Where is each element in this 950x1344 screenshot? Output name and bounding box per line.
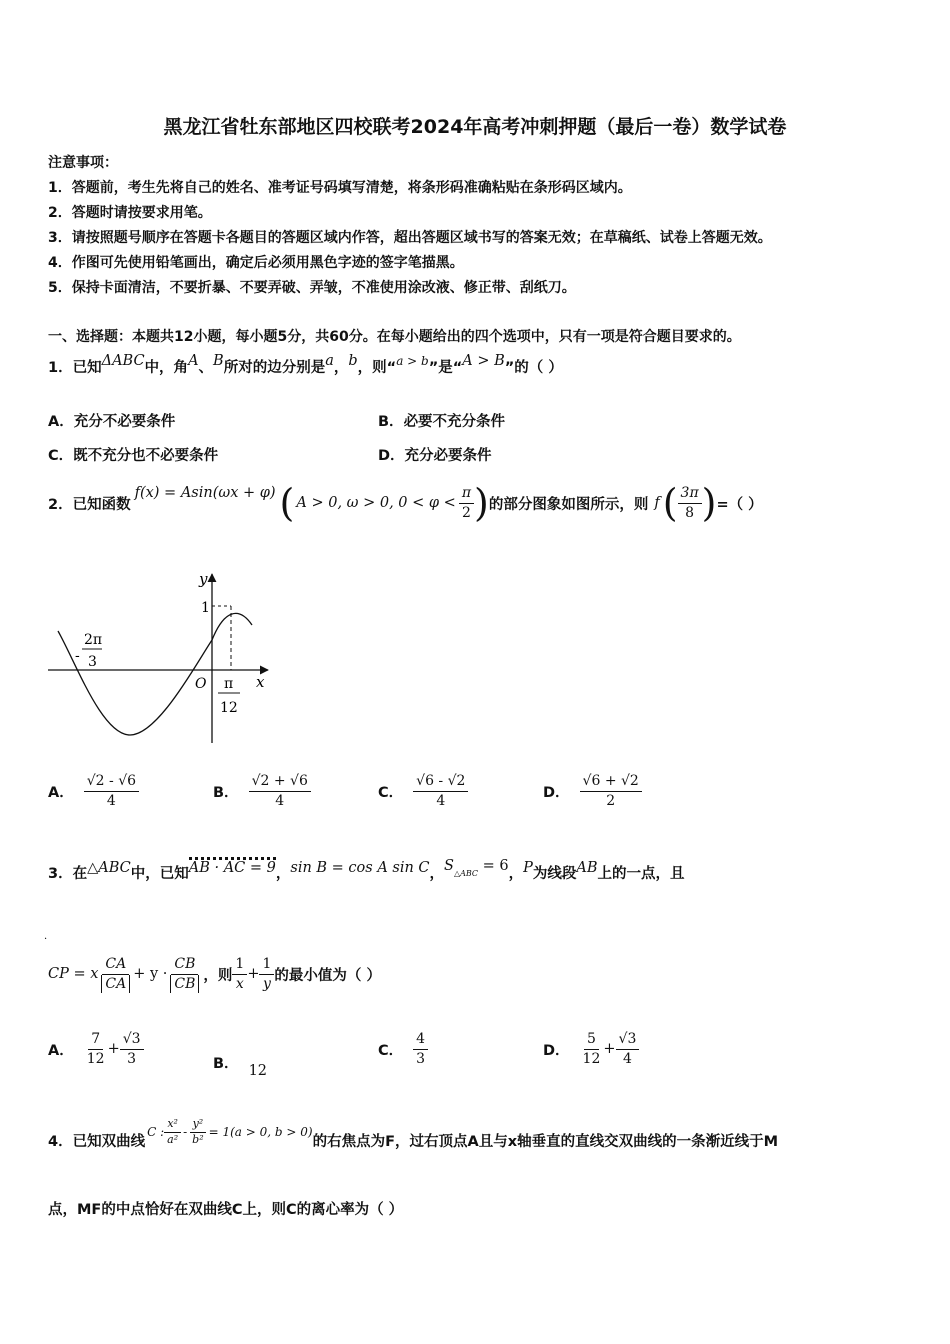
right-tick-num: π [224, 676, 234, 692]
note-item-2: 2．答题时请按要求用笔。 [48, 205, 212, 221]
q1-side-b: b [348, 353, 358, 369]
q3-cp: CP = x [48, 966, 99, 982]
one-tick-label: 1 [201, 600, 210, 616]
origin-label: O [195, 676, 207, 692]
q2-f: f [654, 495, 660, 511]
q3-unit-ca: $\frac{CA}{CA}$ [101, 955, 130, 994]
q1-option-b: B．必要不充分条件 [378, 414, 506, 430]
q1-angle-b: B [213, 353, 224, 369]
q3-text-3: 为线段 [532, 866, 577, 882]
y-label: y [199, 570, 208, 588]
neg-sign: - [75, 648, 80, 664]
q1-text-2: 中，角 [144, 360, 189, 376]
q2-option-a: A． $\frac{√2 - √6}{4}$ [48, 772, 139, 811]
q3-option-c: C． $\frac{4}{3}$ [378, 1030, 428, 1069]
q1-text-6: ”的（ ） [504, 360, 563, 376]
q1-comma: ， [333, 360, 349, 376]
q3-segment-ab: AB [576, 860, 598, 876]
q3-line-2 [48, 944, 381, 1004]
q4-y2-over-b2: $\frac{\text{y²}}{\text{b²}}$ [189, 1117, 206, 1148]
q2-text-2: 的部分图象如图所示，则 [488, 496, 649, 513]
q3-unit-cb: $\frac{CB}{CB}$ [170, 955, 199, 994]
q3-text-5: ，则 [203, 967, 233, 984]
q2-option-b: B． $\frac{√2 + √6}{4}$ [213, 772, 311, 811]
q3-plus: + [247, 966, 260, 982]
question-1 [48, 353, 563, 377]
q3-plus-y: + y · [133, 966, 168, 982]
q1-text-4: ，则“ [357, 360, 397, 376]
section-heading: 一、选择题：本题共12小题，每小题5分，共60分。在每小题给出的四个选项中，只有一项是符合题目要求的。 [48, 329, 741, 345]
q1-option-c: C．既不充分也不必要条件 [48, 448, 219, 464]
q3-text-1: 3．在 [48, 866, 88, 882]
q2-function: f(x) = Asin(ωx + φ) [134, 485, 276, 501]
x-label: x [256, 673, 265, 691]
sine-graph [44, 568, 276, 752]
q3-comma-3: ， [508, 866, 524, 882]
q1-condition-2: A > B [462, 353, 505, 369]
q2-option-d: D． $\frac{√6 + √2}{2}$ [543, 772, 642, 811]
note-item-3: 3．请按照题号顺序在答题卡各题目的答题区域内作答，超出答题区域书写的答案无效；在草稿纸、试卷上答题无效。 [48, 230, 772, 246]
question-4 [48, 1110, 778, 1170]
right-tick-den: 12 [220, 700, 238, 716]
q1-condition-1: a > b [396, 354, 429, 368]
q3-equation: sin B = cos A sin C [290, 860, 430, 876]
q3-comma-1: ， [275, 866, 291, 882]
q4-equation-rest: = 1(a > 0, b > 0) [208, 1125, 313, 1139]
q4-c: C : [147, 1125, 165, 1139]
q3-point-p: P [523, 860, 533, 876]
question-3 [48, 858, 685, 883]
q4-text-1: 4．已知双曲线 [48, 1133, 146, 1150]
q4-minus: - [183, 1125, 188, 1139]
left-tick-num: 2π [84, 632, 103, 648]
q3-option-a: A． $\frac{7}{12}$ + $\frac{√3}{3}$ [48, 1030, 144, 1069]
q2-text-3: =（ ） [716, 496, 763, 513]
q3-option-d: D． $\frac{5}{12}$ + $\frac{√3}{4}$ [543, 1030, 639, 1069]
q3-one-over-x: $\frac{1}{x}$ [232, 955, 247, 994]
q2-option-c: C． $\frac{√6 - √2}{4}$ [378, 772, 468, 811]
q2-condition: A > 0, ω > 0, 0 < φ < [296, 495, 456, 511]
q1-side-a: a [325, 353, 334, 369]
q2-text-1: 2．已知函数 [48, 496, 131, 513]
notes-heading: 注意事项： [48, 155, 118, 171]
question-2: 2．已知函数 f(x) = Asin(ωx + φ) ( A > 0, ω > 0, 0 < φ < $\frac{\pi}{2}$ ) 的部分图象如图所示，则 f ( $\frac{3\pi}{8}$ ) =（ ） [48, 481, 763, 525]
q3-text-6: 的最小值为（ ） [274, 967, 381, 984]
q3-area-sub: △ABC [453, 869, 479, 878]
note-item-1: 1．答题前，考生先将自己的姓名、准考证号码填写清楚，将条形码准确粘贴在条形码区域内。 [48, 180, 632, 196]
q3-option-b: B． 12 [213, 1056, 268, 1079]
q3-dot-mark: · [44, 934, 48, 945]
left-tick-den: 3 [88, 654, 97, 670]
q1-text-5: ”是“ [428, 360, 463, 376]
q2-3pi-over-8: $\frac{3\pi}{8}$ [678, 484, 702, 523]
note-item-4: 4．作图可先使用铅笔画出，确定后必须用黑色字迹的签字笔描黑。 [48, 255, 464, 271]
q1-option-d: D．充分必要条件 [378, 448, 492, 464]
q1-triangle: ΔABC [101, 353, 145, 369]
q4-text-2: 的右焦点为F，过右顶点A且与x轴垂直的直线交双曲线的一条渐近线于M [312, 1133, 779, 1150]
page-title: 黑龙江省牡东部地区四校联考2024年高考冲刺押题（最后一卷）数学试卷 [163, 116, 787, 138]
note-item-5: 5．保持卡面清洁，不要折暴、不要弄破、弄皱，不准使用涂改液、修正带、刮纸刀。 [48, 280, 576, 296]
q3-text-2: 中，已知 [130, 866, 189, 882]
q1-sep: 、 [198, 360, 214, 376]
q3-area-value: = 6 [478, 858, 509, 874]
q1-text-3: 所对的边分别是 [223, 360, 326, 376]
q4-x2-over-a2: $\frac{\text{x²}}{\text{a²}}$ [164, 1117, 181, 1148]
q3-comma-2: ， [429, 866, 445, 882]
q1-angle-a: A [188, 353, 199, 369]
q3-triangle: △ABC [87, 860, 131, 876]
q1-text-1: 1．已知 [48, 360, 102, 376]
q2-pi-over-2: $\frac{\pi}{2}$ [459, 484, 474, 523]
q3-one-over-y: $\frac{1}{y}$ [259, 955, 274, 994]
q3-dot-product: AB · AC = 9 [189, 857, 276, 876]
q3-area-s: S [444, 858, 454, 874]
q1-option-a: A．充分不必要条件 [48, 414, 176, 430]
q3-text-4: 上的一点，且 [597, 866, 685, 882]
q4-line-2: 点，MF的中点恰好在双曲线C上，则C的离心率为（ ） [48, 1202, 404, 1218]
